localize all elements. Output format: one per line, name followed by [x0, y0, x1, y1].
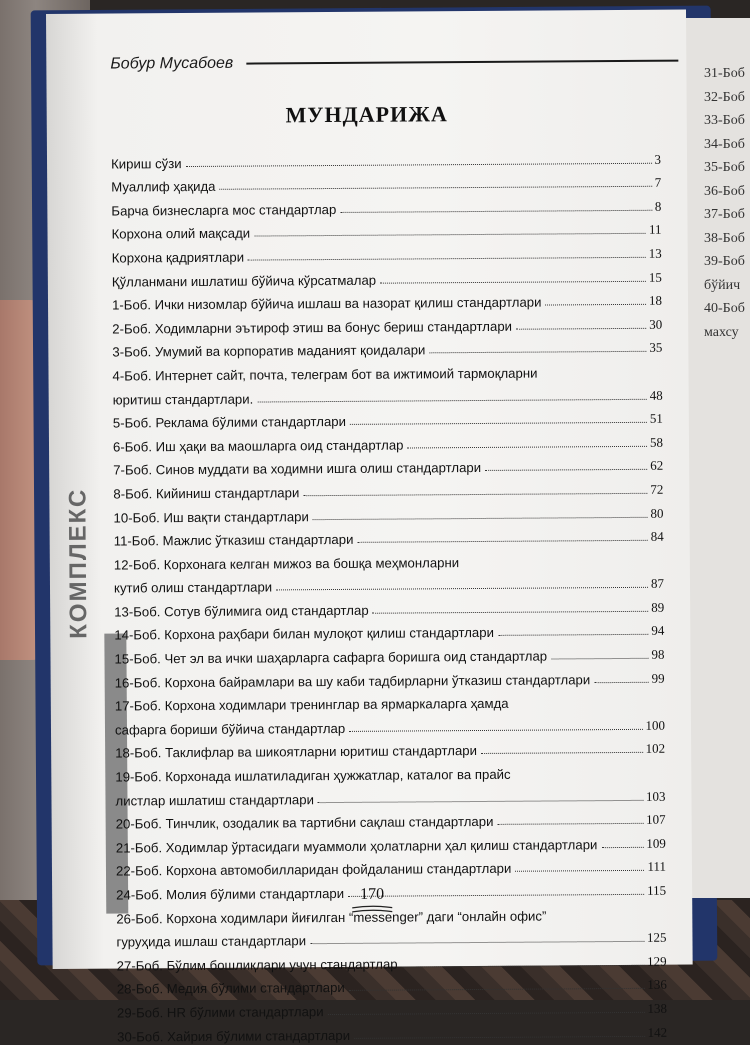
toc-entry-page: 107	[646, 811, 666, 828]
toc-entry-page: 99	[651, 670, 665, 686]
toc-entry-page: 142	[647, 1024, 668, 1040]
toc-entry-page: 58	[649, 434, 664, 450]
toc-entry-title: 11-Боб. Мажлис ўтказиш стандартлари	[113, 531, 354, 549]
toc-entry-title: 29-Боб. HR бўлими стандартлари	[116, 1004, 324, 1021]
right-page	[686, 18, 750, 898]
toc-entry-page: 80	[650, 505, 664, 521]
toc-leader-dots	[541, 376, 659, 377]
toc-entry-title: юритиш стандартлари.	[112, 391, 254, 408]
toc-entry-title: сафарга бориши бўйича стандартлар	[114, 720, 346, 738]
book-page	[46, 10, 693, 1045]
toc-entry-title: 13-Боб. Сотув бўлимига оид стандартлар	[114, 602, 369, 620]
toc-entry-title: кутиб олиш стандартлари	[113, 579, 273, 596]
toc-entry-title: 21-Боб. Ходимлар ўртасидаги муаммоли ҳолатларни ҳал қилиш стандартлари	[115, 836, 598, 856]
toc-leader-dots	[515, 870, 644, 872]
toc-entry-page: 111	[647, 859, 667, 875]
page-number: 170	[360, 885, 385, 903]
toc-entry-title: 5-Боб. Реклама бўлими стандартлари	[112, 414, 347, 431]
right-page-line: 40-Боб	[704, 301, 745, 316]
right-page-line: 34-Боб	[704, 136, 745, 152]
toc-entry-page: 87	[650, 575, 665, 592]
right-page-line: 38-Боб	[704, 230, 745, 246]
toc-entry-title: Муаллиф ҳақида	[111, 179, 216, 195]
toc-leader-dots	[276, 587, 648, 591]
toc-entry-page: 51	[649, 410, 663, 426]
toc-entry-page: 100	[645, 717, 666, 733]
toc-entry-page: 109	[646, 835, 666, 851]
toc-leader-dots	[551, 658, 648, 660]
toc-leader-dots	[481, 752, 643, 754]
toc-leader-dots	[513, 706, 662, 707]
toc-entry-title: 12-Боб. Корхонага келган мижоз ва бошқа меҳмонларни	[113, 554, 460, 573]
toc-entry-page: 35	[649, 340, 663, 356]
toc-entry-title: 10-Боб. Иш вақти стандартлари	[113, 508, 309, 526]
toc-entry-page: 48	[649, 387, 663, 403]
right-page-line: махсу	[704, 324, 739, 340]
toc-entry-title: 20-Боб. Тинчлик, озодалик ва тартибни сақлаш стандартлари	[115, 814, 494, 832]
toc-entry-page: 3	[654, 151, 662, 167]
toc-entry-page: 89	[651, 599, 665, 615]
toc-leader-dots	[257, 398, 646, 402]
toc-entry-page: 98	[651, 646, 665, 662]
toc-entry-title: Корхона қадриятлари	[111, 249, 245, 266]
toc-entry-page: 115	[647, 882, 667, 898]
toc-leader-dots	[429, 351, 646, 354]
toc-entry-title: Қўлланмани ишлатиш бўйича кўрсатмалар	[111, 272, 377, 290]
toc-entry-title: 18-Боб. Таклифлар ва шикоятларни юритиш стандартлари	[115, 743, 478, 761]
toc-entry-page: 7	[654, 174, 662, 190]
toc-entry-title: 16-Боб. Корхона байрамлари ва шу каби тадбирларни ўтказиш стандартлари	[114, 671, 591, 691]
toc-entry-title: 7-Боб. Синов муддати ва ходимни ишга олиш стандартлари	[113, 460, 482, 478]
toc-entry-title: 28-Боб. Медия бўлими стандартлари	[116, 980, 345, 997]
toc-entry-title: 15-Боб. Чет эл ва ички шаҳарларга сафарга боришга оид стандартлар	[114, 648, 548, 667]
toc-leader-dots	[498, 634, 648, 636]
right-page-line: 35-Боб	[704, 160, 745, 175]
right-page-line: 31-Боб	[704, 66, 745, 81]
right-page-line: 33-Боб	[704, 113, 745, 128]
toc-entry-title: 19-Боб. Корхонада ишлатиладиган ҳужжатлар, каталог ва прайс	[115, 766, 511, 785]
toc-leader-dots	[349, 729, 642, 732]
toc-leader-dots	[328, 1012, 645, 1015]
toc-entry-title: гуруҳида ишлаш стандартлари	[116, 933, 307, 950]
right-page-line: 32-Боб	[704, 89, 745, 105]
toc-entry	[117, 1017, 667, 1044]
toc-entry-page: 129	[647, 953, 667, 969]
right-page-line: 36-Боб	[704, 183, 745, 199]
toc-entry-page: 94	[651, 623, 665, 639]
right-page-line: 37-Боб	[704, 207, 745, 222]
header-rule	[246, 60, 678, 65]
toc-leader-dots	[485, 469, 647, 471]
toc-entry-title: 26-Боб. Корхона ходимлари йиғилган “messenger” даги “онлайн офис”	[116, 908, 547, 927]
toc-entry-page: 136	[647, 977, 667, 993]
toc-leader-dots	[350, 422, 647, 425]
toc-entry-page: 138	[647, 1000, 668, 1016]
toc-leader-dots	[186, 162, 652, 166]
toc-leader-dots	[357, 540, 647, 543]
toc-entry-page: 102	[645, 741, 666, 757]
toc-leader-dots	[402, 965, 645, 968]
toc-entry-page: 30	[649, 316, 663, 332]
toc-entry-page: 11	[648, 222, 662, 238]
toc-entry-title: Барча бизнесларга мос стандартлар	[111, 201, 337, 219]
toc-entry-page: 18	[648, 292, 663, 308]
toc-leader-dots	[248, 257, 646, 261]
toc-entry-page: 84	[650, 528, 664, 544]
toc-entry-title: 17-Боб. Корхона ходимлари тренинглар ва ярмаркаларга ҳамда	[114, 696, 509, 714]
toc-leader-dots	[497, 823, 643, 825]
toc-entry-page: 125	[646, 929, 667, 946]
toc-leader-dots	[254, 233, 646, 237]
toc-entry-page: 13	[648, 245, 662, 261]
toc-entry-title: Кириш сўзи	[110, 155, 182, 172]
right-page-line: бўйич	[704, 277, 741, 293]
toc-entry-title: 4-Боб. Интернет сайт, почта, телеграм бот ва ижтимоий тармоқларни	[112, 365, 538, 384]
toc-entry-title: Корхона олий мақсади	[111, 225, 251, 242]
toc-leader-dots	[349, 988, 645, 991]
toc-leader-dots	[463, 564, 661, 565]
right-page-line: 39-Боб	[704, 254, 745, 269]
toc-leader-dots	[545, 304, 646, 306]
toc-entry-title: 8-Боб. Кийиниш стандартлари	[113, 485, 300, 502]
toc-entry-page: 15	[648, 269, 662, 285]
toc-leader-dots	[340, 210, 652, 213]
toc-leader-dots	[594, 681, 648, 682]
page-title: МУНДАРИЖА	[285, 101, 448, 128]
toc-leader-dots	[515, 777, 663, 778]
toc-leader-dots	[407, 446, 647, 449]
toc-leader-dots	[516, 328, 646, 330]
toc-leader-dots	[380, 280, 646, 283]
toc-entry-page: 62	[650, 458, 664, 474]
toc-leader-dots	[303, 493, 647, 496]
toc-entry-title: 22-Боб. Корхона автомобилларидан фойдаланиш стандартлари	[115, 861, 512, 879]
toc-entry-title: 2-Боб. Ходимларни эътироф этиш ва бонус бериш стандартлари	[112, 318, 513, 337]
toc-leader-dots	[354, 1035, 645, 1038]
toc-entry-title: 1-Боб. Ички низомлар бўйича ишлаш ва назорат қилиш стандартлари	[111, 294, 542, 313]
toc-entry-page: 103	[645, 788, 666, 804]
toc-entry-title: листлар ишлатиш стандартлари	[115, 791, 314, 809]
toc-entry-page: 8	[654, 198, 662, 214]
toc-entry-title: 24-Боб. Молия бўлими стандартлари	[116, 885, 345, 903]
toc-entry-title: 30-Боб. Хайрия бўлими стандартлари	[117, 1027, 351, 1045]
toc-entry-title: 27-Боб. Бўлим бошлиқлари учун стандартлар	[116, 956, 398, 974]
toc-leader-dots	[550, 918, 663, 919]
toc-entry-title: 6-Боб. Иш ҳақи ва маошларга оид стандартлар	[112, 437, 404, 455]
toc-entry-page: 72	[650, 481, 664, 497]
author-name: Бобур Мусабоев	[110, 54, 234, 73]
toc-leader-dots	[313, 516, 648, 519]
toc-entry-title: 3-Боб. Умумий ва корпоратив маданият қоидалари	[112, 342, 426, 360]
toc-leader-dots	[373, 611, 649, 614]
toc-leader-dots	[220, 186, 652, 190]
toc-entry-title: 14-Боб. Корхона раҳбари билан мулоқот қилиш стандартлари	[114, 625, 494, 644]
toc-leader-dots	[318, 799, 643, 802]
side-tab-label: КОМПЛЕКС	[64, 487, 93, 639]
toc-leader-dots	[310, 941, 644, 944]
toc-leader-dots	[601, 847, 643, 848]
page-number-ornament	[350, 906, 394, 914]
